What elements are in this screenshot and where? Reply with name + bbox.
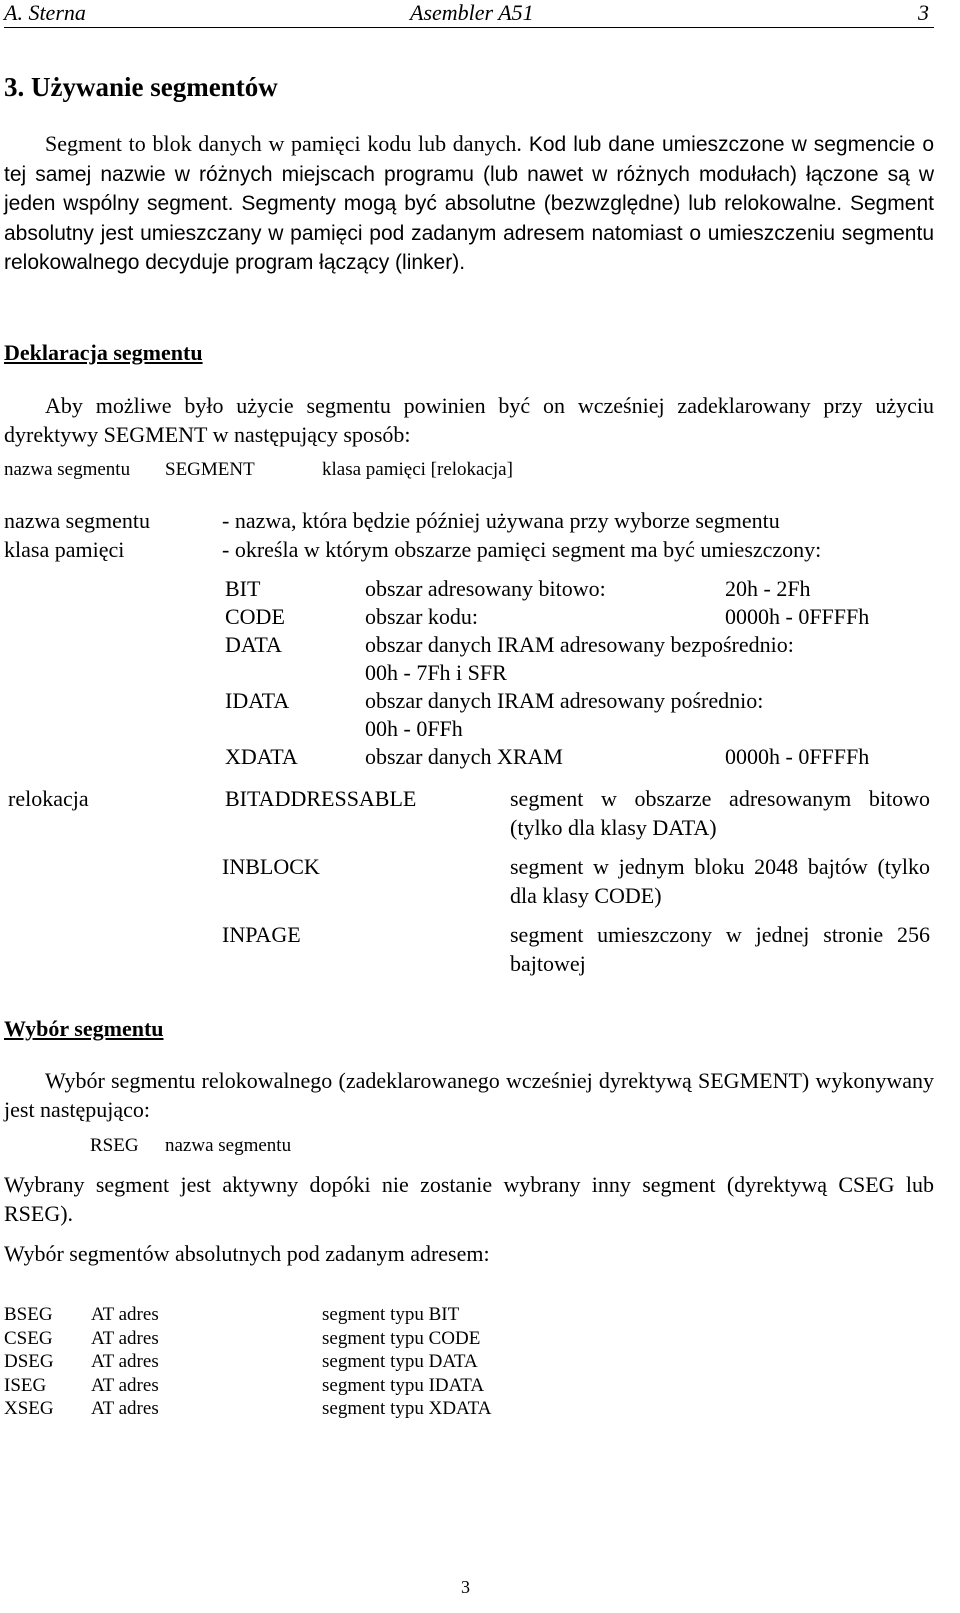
abs-directive: ISEG bbox=[4, 1375, 47, 1396]
header-author: A. Sterna bbox=[4, 0, 86, 25]
class-desc: obszar adresowany bitowo: bbox=[365, 576, 606, 601]
class-desc-continued: 00h - 0FFh bbox=[365, 716, 463, 741]
absolute-intro: Wybór segmentów absolutnych pod zadanym adresem: bbox=[4, 1241, 490, 1266]
relocation-desc: segment w jednym bloku 2048 bajtów (tylko dla klasy CODE) bbox=[510, 854, 930, 908]
abs-directive: CSEG bbox=[4, 1328, 53, 1349]
declaration-paragraph: Aby możliwe było użycie segmentu powinien być on wcześniej zadeklarowany przy użyciu dyrektywy SEGMENT w następujący sposób: bbox=[4, 393, 934, 447]
class-desc-continued: 00h - 7Fh i SFR bbox=[365, 660, 507, 685]
abs-directive: DSEG bbox=[4, 1351, 54, 1372]
selection-heading: Wybór segmentu bbox=[4, 1016, 164, 1041]
param-term: nazwa segmentu bbox=[4, 508, 150, 533]
syntax-args: klasa pamięci [relokacja] bbox=[322, 459, 513, 480]
abs-desc: segment typu BIT bbox=[322, 1304, 460, 1325]
abs-arg: AT adres bbox=[91, 1351, 159, 1372]
abs-desc: segment typu CODE bbox=[322, 1328, 481, 1349]
abs-directive: BSEG bbox=[4, 1304, 53, 1325]
relocation-name: INPAGE bbox=[222, 922, 301, 947]
class-desc: obszar danych IRAM adresowany pośrednio: bbox=[365, 688, 764, 713]
param-desc: - nazwa, która będzie później używana przy wyborze segmentu bbox=[222, 508, 780, 533]
abs-arg: AT adres bbox=[91, 1328, 159, 1349]
class-name: CODE bbox=[225, 604, 285, 629]
class-name: XDATA bbox=[225, 744, 298, 769]
class-desc: obszar danych XRAM bbox=[365, 744, 563, 769]
class-name: BIT bbox=[225, 576, 261, 601]
rseg-arg: nazwa segmentu bbox=[165, 1135, 292, 1156]
header-rule bbox=[4, 27, 934, 28]
class-name: DATA bbox=[225, 632, 282, 657]
class-desc: obszar kodu: bbox=[365, 604, 479, 629]
header-page-number: 3 bbox=[918, 0, 929, 25]
syntax-name: nazwa segmentu bbox=[4, 459, 131, 480]
abs-arg: AT adres bbox=[91, 1398, 159, 1419]
abs-arg: AT adres bbox=[91, 1304, 159, 1325]
abs-desc: segment typu DATA bbox=[322, 1351, 478, 1372]
rseg-keyword: RSEG bbox=[90, 1135, 139, 1156]
class-range: 20h - 2Fh bbox=[725, 576, 811, 601]
intro-rest: Kod lub dane umieszczone w segmencie o tej samej nazwie w różnych miejscach programu (lub nawet w różnych modułach) łączone są w jeden wspólny segment. Segmenty mogą być absolutne (bezwzględne) lub relokowalne. Segment absolutny jest umieszczany w pamięci pod zadanym adresem natomiast o umieszczeniu segmentu relokowalnego decyduje program łączący (linker). bbox=[4, 133, 934, 274]
param-term: klasa pamięci bbox=[4, 537, 125, 562]
relocation-label: relokacja bbox=[8, 786, 89, 811]
abs-arg: AT adres bbox=[91, 1375, 159, 1396]
relocation-desc: segment w obszarze adresowanym bitowo (tylko dla klasy DATA) bbox=[510, 786, 930, 840]
relocation-name: INBLOCK bbox=[222, 854, 320, 879]
class-name: IDATA bbox=[225, 688, 290, 713]
header-title: Asembler A51 bbox=[410, 0, 534, 25]
abs-desc: segment typu XDATA bbox=[322, 1398, 492, 1419]
relocation-name: BITADDRESSABLE bbox=[225, 786, 417, 811]
abs-desc: segment typu IDATA bbox=[322, 1375, 485, 1396]
class-desc: obszar danych IRAM adresowany bezpośrednio: bbox=[365, 632, 794, 657]
abs-directive: XSEG bbox=[4, 1398, 54, 1419]
declaration-heading: Deklaracja segmentu bbox=[4, 340, 203, 365]
syntax-keyword: SEGMENT bbox=[165, 459, 255, 480]
footer-page-number: 3 bbox=[461, 1577, 470, 1597]
class-range: 0000h - 0FFFFh bbox=[725, 604, 870, 629]
intro-first-sentence: Segment to blok danych w pamięci kodu lub danych. bbox=[45, 131, 522, 156]
active-note: Wybrany segment jest aktywny dopóki nie zostanie wybrany inny segment (dyrektywą CSEG lub RSEG). bbox=[4, 1172, 934, 1226]
relocation-desc: segment umieszczony w jednej stronie 256 bajtowej bbox=[510, 922, 930, 976]
class-range: 0000h - 0FFFFh bbox=[725, 744, 870, 769]
selection-paragraph: Wybór segmentu relokowalnego (zadeklarowanego wcześniej dyrektywą SEGMENT) wykonywany jest następująco: bbox=[4, 1068, 934, 1122]
intro-paragraph bbox=[4, 130, 934, 278]
param-desc: - określa w którym obszarze pamięci segment ma być umieszczony: bbox=[222, 537, 822, 562]
section-title: 3. Używanie segmentów bbox=[4, 72, 278, 102]
